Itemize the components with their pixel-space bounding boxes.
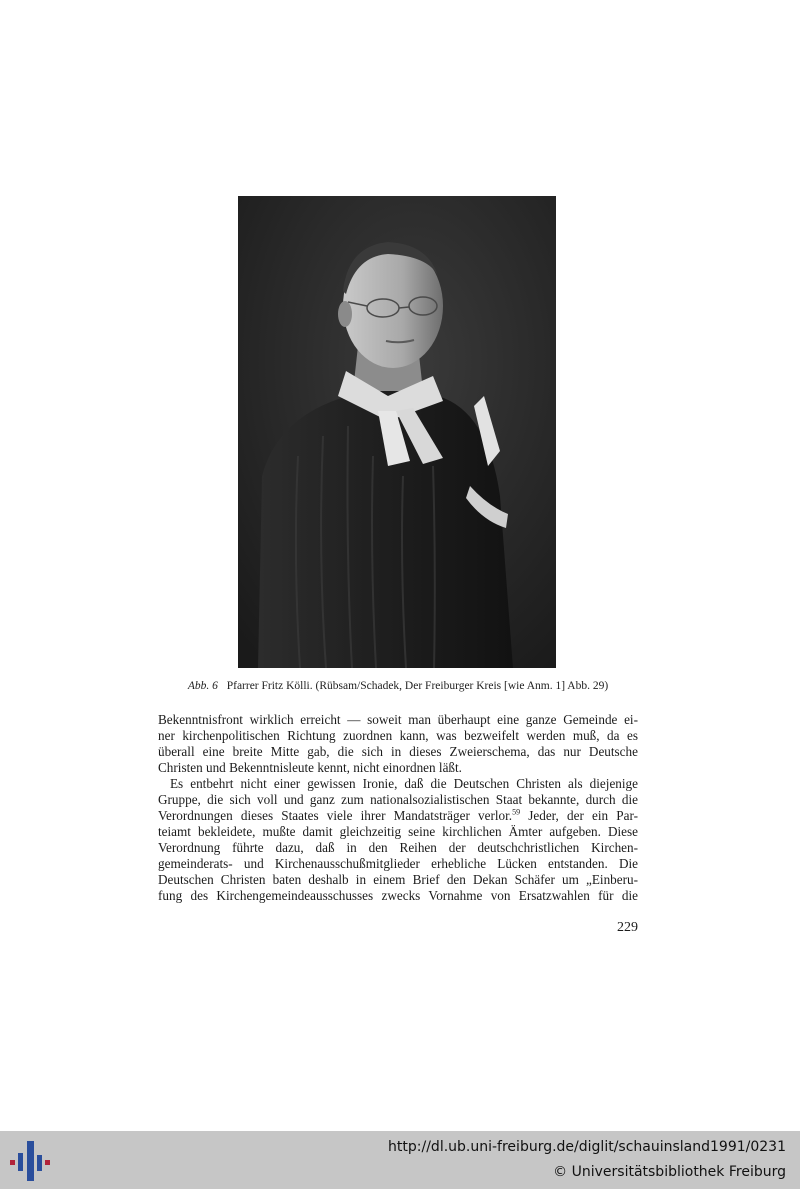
figure-caption — [158, 680, 638, 692]
text-line: Deutschen Christen baten deshalb in einem Brief den Dekan Schäfer um „Einberu- — [158, 872, 638, 887]
source-url[interactable]: http://dl.ub.uni-freiburg.de/diglit/schauinsland1991/0231 — [388, 1139, 786, 1155]
text-segment: Verordnungen dieses Staates viele ihrer Mandatsträger verlor. — [158, 808, 513, 823]
text-line: Bekenntnisfront wirklich erreicht — soweit man überhaupt eine ganze Gemeinde ei- — [158, 712, 638, 727]
text-line: gemeinderats- und Kirchenausschußmitglieder erhebliche Lücken entstanden. Die — [158, 856, 638, 871]
caption-text: Pfarrer Fritz Kölli. (Rübsam/Schadek, Der Freiburger Kreis [wie Anm. 1] Abb. 29) — [226, 680, 609, 692]
caption-label: Abb. 6 — [187, 680, 218, 692]
copyright-notice: © Universitätsbibliothek Freiburg — [553, 1164, 786, 1180]
text-line — [158, 808, 638, 824]
text-line: ner kirchenpolitischen Richtung zuordnen kann, was bezweifelt werden muß, da es — [158, 728, 638, 743]
text-line: Verordnung führte dazu, daß in den Reihen der deutschchristlichen Kirchen- — [158, 840, 638, 855]
footer-bar — [0, 1131, 800, 1189]
text-line: Es entbehrt nicht einer gewissen Ironie, daß die Deutschen Christen als diejenige — [170, 776, 638, 791]
footnote-ref[interactable]: 59 — [512, 807, 521, 817]
text-line: fung des Kirchengemeindeausschusses zwecks Vornahme von Ersatzwahlen für die — [158, 888, 638, 903]
page-number: 229 — [617, 920, 638, 935]
text-line: Christen und Bekenntnisleute kennt, nicht einordnen läßt. — [158, 760, 462, 775]
text-line: teiamt bekleidete, mußte damit gleichzeitig seine kirchlichen Ämter aufgeben. Diese — [158, 824, 638, 839]
text-line: überall eine breite Mitte gab, die sich in dieses Zweierschema, das nur Deutsche — [158, 744, 638, 759]
body-text — [158, 712, 638, 904]
portrait-image — [238, 196, 556, 668]
text-line: Gruppe, die sich voll und ganz zum nationalsozialistischen Staat bekannte, durch die — [158, 792, 638, 807]
portrait-photo — [238, 196, 556, 668]
text-segment: Jeder, der ein Par- — [528, 808, 638, 823]
library-logo-icon — [10, 1141, 50, 1181]
